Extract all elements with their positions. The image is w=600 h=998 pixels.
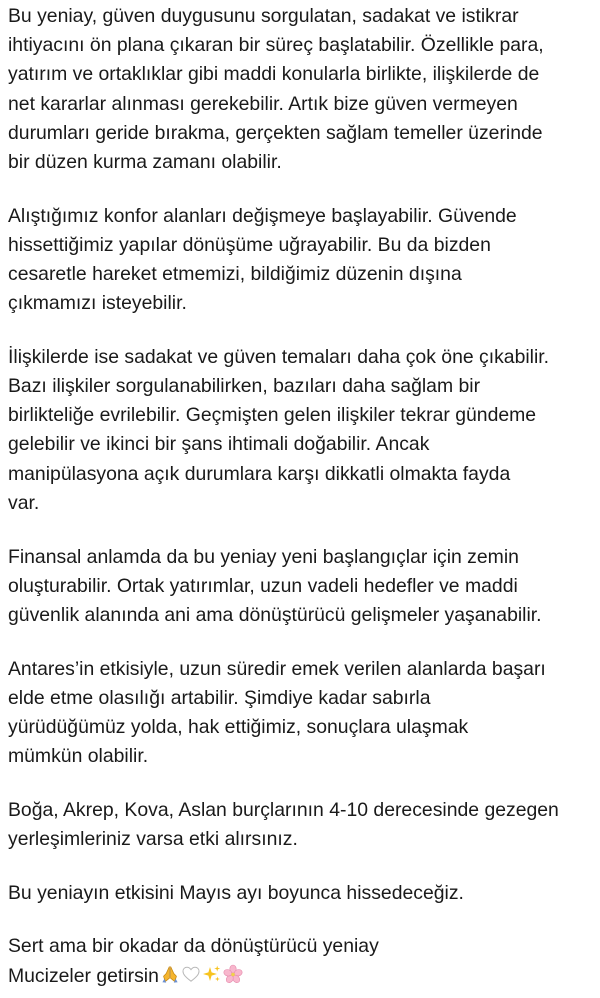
text-line: İlişkilerde ise sadakat ve güven temaları daha çok öne çıkabilir. <box>8 345 550 368</box>
text-line: net kararlar alınması gerekebilir. Artık bize güven vermeyen <box>8 92 518 115</box>
folded-hands-icon <box>160 964 180 984</box>
text-line: bir düzen kurma zamanı olabilir. <box>8 150 282 173</box>
text-line: hissettiğimiz yapılar dönüşüme uğrayabilir. Bu da bizden <box>8 233 491 256</box>
text-line: çıkmamızı isteyebilir. <box>8 292 187 315</box>
text-line: birlikteliğe evrilebilir. Geçmişten gelen ilişkiler tekrar gündeme <box>8 404 537 427</box>
text-line: var. <box>8 491 40 514</box>
paragraph-5 <box>8 655 592 772</box>
text-line: Sert ama bir okadar da dönüştürücü yeniay <box>8 935 379 958</box>
paragraph-7 <box>8 879 592 908</box>
text-line: güvenlik alanında ani ama dönüştürücü gelişmeler yaşanabilir. <box>8 603 542 626</box>
text-line: oluşturabilir. Ortak yatırımlar, uzun vadeli hedefler ve maddi <box>8 574 518 597</box>
paragraph-1 <box>8 0 592 177</box>
text-line: gelebilir ve ikinci bir şans ihtimali doğabilir. Ancak <box>8 433 430 456</box>
text-line: Finansal anlamda da bu yeniay yeni başlangıçlar için zemin <box>8 545 519 568</box>
paragraph-8 <box>8 932 592 990</box>
text-line: durumları geride bırakma, gerçekten sağlam temeller üzerinde <box>8 121 543 144</box>
text-line: Bu yeniay, güven duygusunu sorgulatan, sadakat ve istikrar <box>8 5 519 27</box>
text-line: Alıştığımız konfor alanları değişmeye başlayabilir. Güvende <box>8 204 517 227</box>
text-line: yatırım ve ortaklıklar gibi maddi konularla birlikte, ilişkilerde de <box>8 63 540 86</box>
text-line: manipülasyona açık durumlara karşı dikkatli olmakta fayda <box>8 462 511 485</box>
paragraph-2 <box>8 202 592 319</box>
text-line: Bazı ilişkiler sorgulanabilirken, bazıları daha sağlam bir <box>8 375 481 398</box>
closing-text: Mucizeler getirsin <box>8 964 159 987</box>
paragraph-gap <box>8 518 592 543</box>
paragraph-gap <box>8 318 592 343</box>
paragraph-gap <box>8 177 592 202</box>
text-line: cesaretle hareket etmemizi, bildiğimiz düzenin dışına <box>8 263 462 285</box>
closing-line <box>8 962 592 991</box>
sparkles-icon <box>202 964 222 984</box>
paragraph-gap <box>8 771 592 796</box>
text-line: mümkün olabilir. <box>8 745 149 768</box>
text-line: ihtiyacını ön plana çıkaran bir süreç başlatabilir. Özellikle para, <box>8 34 544 57</box>
text-line: yerleşimleriniz varsa etki alırsınız. <box>8 828 298 850</box>
white-heart-icon <box>181 964 201 984</box>
text-line: Antares’in etkisiyle, uzun süredir emek verilen alanlarda başarı <box>8 657 546 680</box>
text-line: Bu yeniayın etkisini Mayıs ayı boyunca hissedeceğiz. <box>8 881 464 904</box>
paragraph-gap <box>8 908 592 933</box>
text-line: elde etme olasılığı artabilir. Şimdiye kadar sabırla <box>8 686 431 709</box>
paragraph-gap <box>8 630 592 655</box>
cherry-blossom-icon <box>223 964 243 984</box>
text-line: yürüdüğümüz yolda, hak ettiğimiz, sonuçlara ulaşmak <box>8 715 469 738</box>
paragraph-3 <box>8 343 592 518</box>
paragraph-6 <box>8 796 592 854</box>
paragraph-gap <box>8 854 592 879</box>
text-line: Boğa, Akrep, Kova, Aslan burçlarının 4-10 derecesinde gezegen <box>8 798 559 821</box>
paragraph-4 <box>8 543 592 631</box>
